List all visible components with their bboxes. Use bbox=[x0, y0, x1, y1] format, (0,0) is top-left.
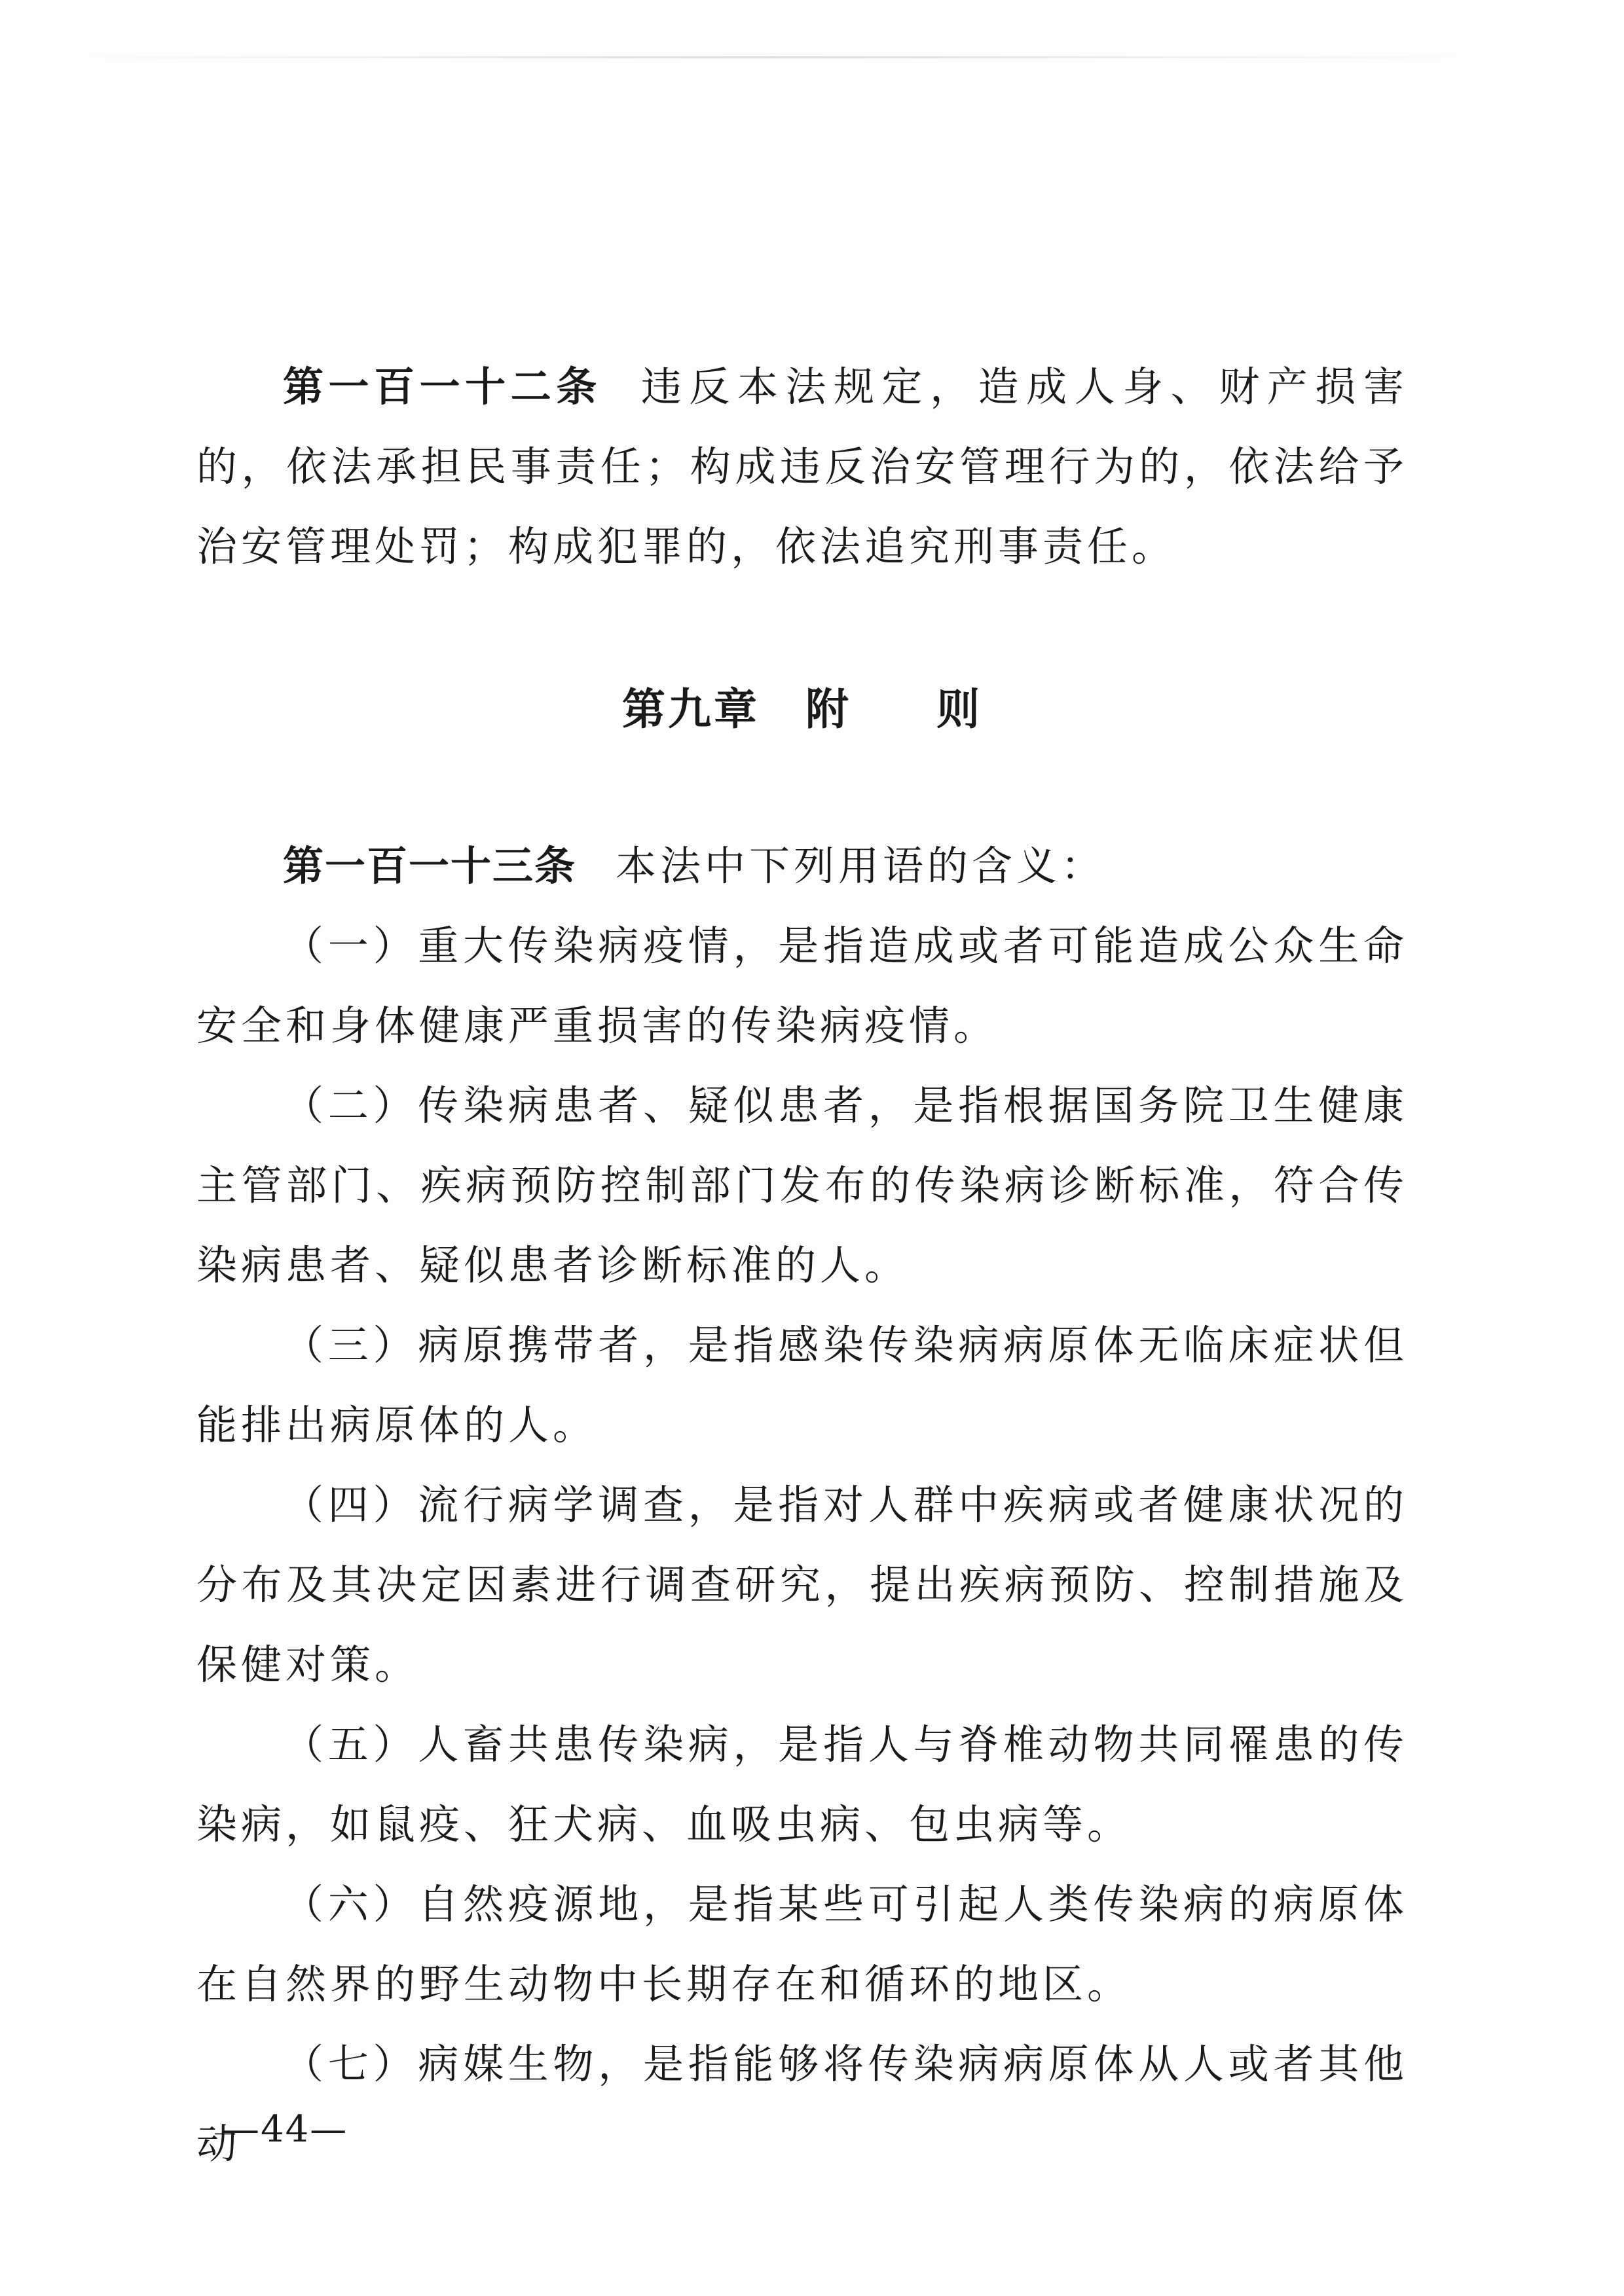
article-113-title: 第一百一十三条 bbox=[283, 842, 577, 890]
page-number: —44— bbox=[223, 2108, 348, 2151]
chapter-name-part1: 附 bbox=[805, 684, 851, 735]
definition-item-1: （一）重大传染病疫情，是指造成或者可能造成公众生命安全和身体健康严重损害的传染病疫情。 bbox=[196, 922, 1408, 1049]
chapter-number: 第九章 bbox=[622, 684, 760, 735]
definition-item-7: （七）病媒生物，是指能够将传染病病原体从人或者其他动 bbox=[196, 2040, 1408, 2168]
article-113-paragraph bbox=[196, 826, 1408, 906]
definition-item-2: （二）传染病患者、疑似患者，是指根据国务院卫生健康主管部门、疾病预防控制部门发布的传染病诊断标准，符合传染病患者、疑似患者诊断标准的人。 bbox=[196, 1082, 1408, 1289]
article-112-paragraph bbox=[196, 347, 1408, 587]
definition-item-5: （五）人畜共患传染病，是指人与脊椎动物共同罹患的传染病，如鼠疫、狂犬病、血吸虫病、包虫病等。 bbox=[196, 1721, 1408, 1848]
article-113-intro: 本法中下列用语的含义： bbox=[616, 842, 1106, 890]
article-112-body: 违反本法规定，造成人身、财产损害的，依法承担民事责任；构成违反治安管理行为的，依法给予治安管理处罚；构成犯罪的，依法追究刑事责任。 bbox=[196, 363, 1408, 570]
definition-item-4: （四）流行病学调查，是指对人群中疾病或者健康状况的分布及其决定因素进行调查研究，提出疾病预防、控制措施及保健对策。 bbox=[196, 1481, 1408, 1688]
definition-item-6: （六）自然疫源地，是指某些可引起人类传染病的病原体在自然界的野生动物中长期存在和循环的地区。 bbox=[196, 1880, 1408, 2008]
article-112 bbox=[196, 347, 1408, 587]
article-113 bbox=[196, 826, 1408, 2184]
chapter-name-part2: 则 bbox=[936, 684, 982, 735]
definition-item-3: （三）病原携带者，是指感染传染病病原体无临床症状但能排出病原体的人。 bbox=[196, 1321, 1408, 1449]
chapter-heading bbox=[196, 674, 1408, 737]
article-112-title: 第一百一十二条 bbox=[283, 363, 602, 410]
scan-edge-line bbox=[52, 56, 1493, 58]
